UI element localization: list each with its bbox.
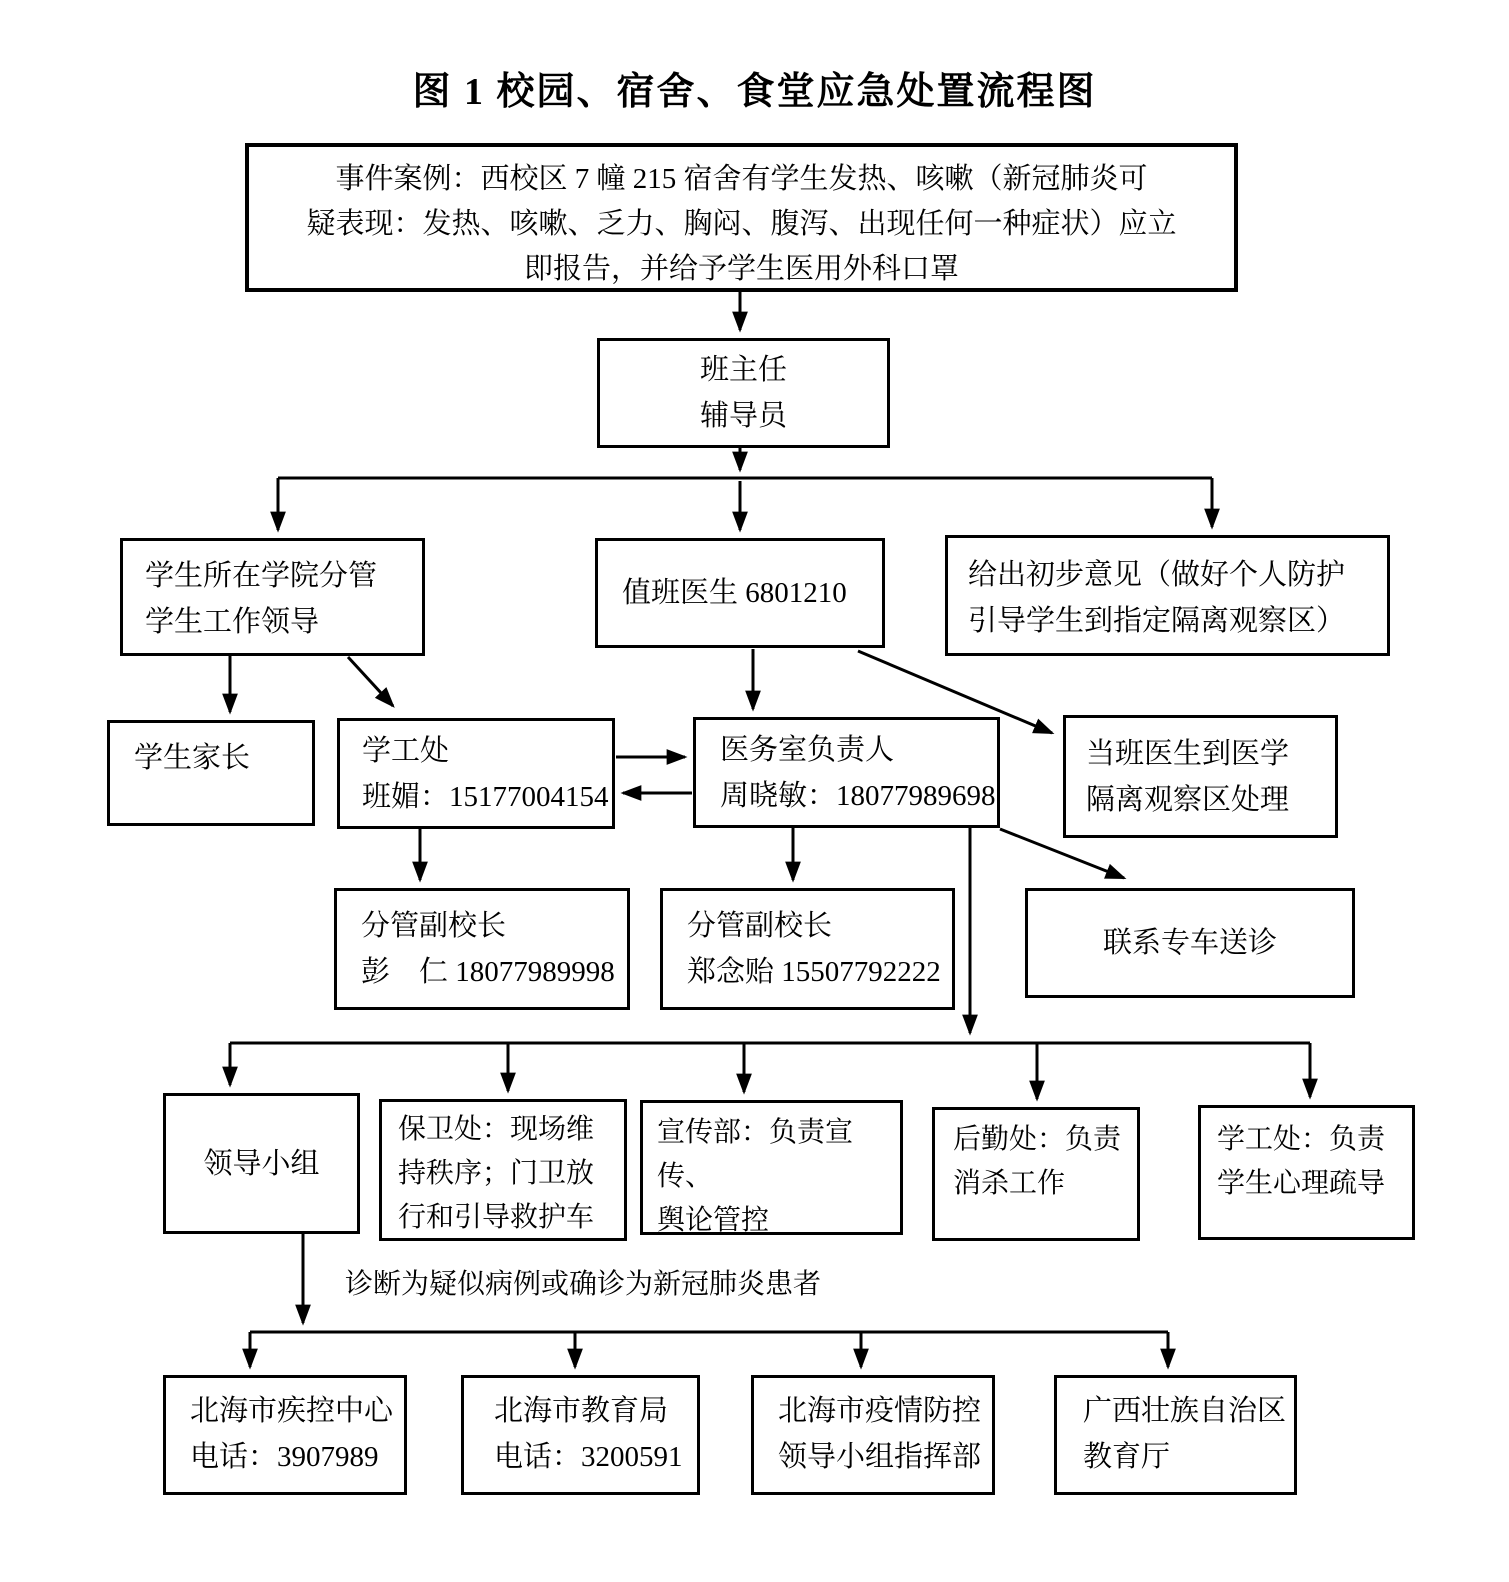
text-line: 教育厅: [1083, 1441, 1171, 1473]
text-line: 保卫处：现场维: [398, 1114, 595, 1145]
text-line: 班主任: [699, 354, 787, 386]
node-student-affairs-office: [337, 718, 615, 829]
text-line: 学生心理疏导: [1217, 1168, 1386, 1199]
text-line: 给出初步意见（做好个人防护: [968, 559, 1346, 591]
text-line: 舆论管控: [657, 1205, 770, 1236]
text-line: 学生工作领导: [145, 606, 320, 638]
node-case-description: [245, 143, 1238, 292]
node-special-car: [1025, 888, 1355, 998]
node-duty-doctor: [595, 538, 885, 648]
text-line: 学工处：负责: [1217, 1124, 1386, 1155]
text-line: 隔离观察区处理: [1086, 784, 1290, 816]
text-line: 广西壮族自治区: [1083, 1395, 1287, 1427]
page-title: 图 1 校园、宿舍、食堂应急处置流程图: [412, 71, 1097, 113]
text-line: 联系专车送诊: [1102, 927, 1277, 959]
node-logistics-office: [932, 1107, 1140, 1241]
text-line: 彭 仁 18077989998: [361, 956, 615, 988]
text-line: 班媚：15177004154: [362, 781, 609, 813]
node-cdc: [163, 1375, 407, 1495]
node-student-parents: [107, 720, 315, 826]
node-guangxi-education: [1054, 1375, 1297, 1495]
node-preliminary-opinion: [945, 535, 1390, 656]
node-isolation-doctor: [1063, 715, 1338, 838]
text-line: 宣传部：负责宣传、: [657, 1117, 854, 1192]
text-line: 事件案例：西校区 7 幢 215 宿舍有学生发热、咳嗽（新冠肺炎可: [335, 163, 1148, 195]
text-line: 分管副校长: [361, 910, 507, 942]
text-line: 郑念贻 15507792222: [687, 956, 941, 988]
text-line: 消杀工作: [953, 1168, 1066, 1199]
text-line: 即报告，并给予学生医用外科口罩: [523, 253, 959, 285]
node-psych-support: [1198, 1105, 1415, 1240]
text-line: 学生所在学院分管: [145, 560, 378, 592]
text-line: 后勤处：负责: [953, 1124, 1122, 1155]
node-propaganda-dept: [640, 1100, 903, 1235]
node-vice-principal-zheng: [660, 888, 955, 1010]
node-leading-group: [163, 1093, 360, 1234]
node-education-bureau: [461, 1375, 700, 1495]
text-line: 持秩序；门卫放: [398, 1158, 595, 1189]
text-line: 学生家长: [134, 742, 251, 774]
text-line: 分管副校长: [687, 910, 833, 942]
node-security-office: [379, 1099, 627, 1241]
text-line: 电话：3907989: [190, 1441, 379, 1473]
node-vice-principal-peng: [334, 888, 630, 1010]
text-line: 电话：3200591: [494, 1441, 683, 1473]
text-line: 当班医生到医学: [1086, 738, 1290, 770]
node-college-leader: [120, 538, 425, 656]
text-line: 北海市疾控中心: [190, 1395, 394, 1427]
text-line: 北海市教育局: [494, 1395, 669, 1427]
diagnosis-label: 诊断为疑似病例或确诊为新冠肺炎患者: [345, 1269, 822, 1300]
text-line: 行和引导救护车: [398, 1202, 595, 1233]
text-line: 辅导员: [699, 400, 787, 432]
node-class-teacher: [597, 338, 890, 448]
text-line: 值班医生 6801210: [622, 577, 847, 609]
text-line: 学工处: [362, 735, 450, 767]
text-line: 领导小组: [203, 1147, 320, 1180]
text-line: 疑表现：发热、咳嗽、乏力、胸闷、腹泻、出现任何一种症状）应立: [306, 208, 1177, 240]
text-line: 引导学生到指定隔离观察区）: [968, 605, 1346, 637]
text-line: 周晓敏：18077989698: [720, 780, 996, 812]
text-line: 医务室负责人: [720, 734, 895, 766]
text-line: 领导小组指挥部: [778, 1441, 982, 1473]
text-line: 北海市疫情防控: [778, 1395, 982, 1427]
node-clinic-head: [693, 717, 1000, 828]
node-epidemic-hq: [751, 1375, 995, 1495]
